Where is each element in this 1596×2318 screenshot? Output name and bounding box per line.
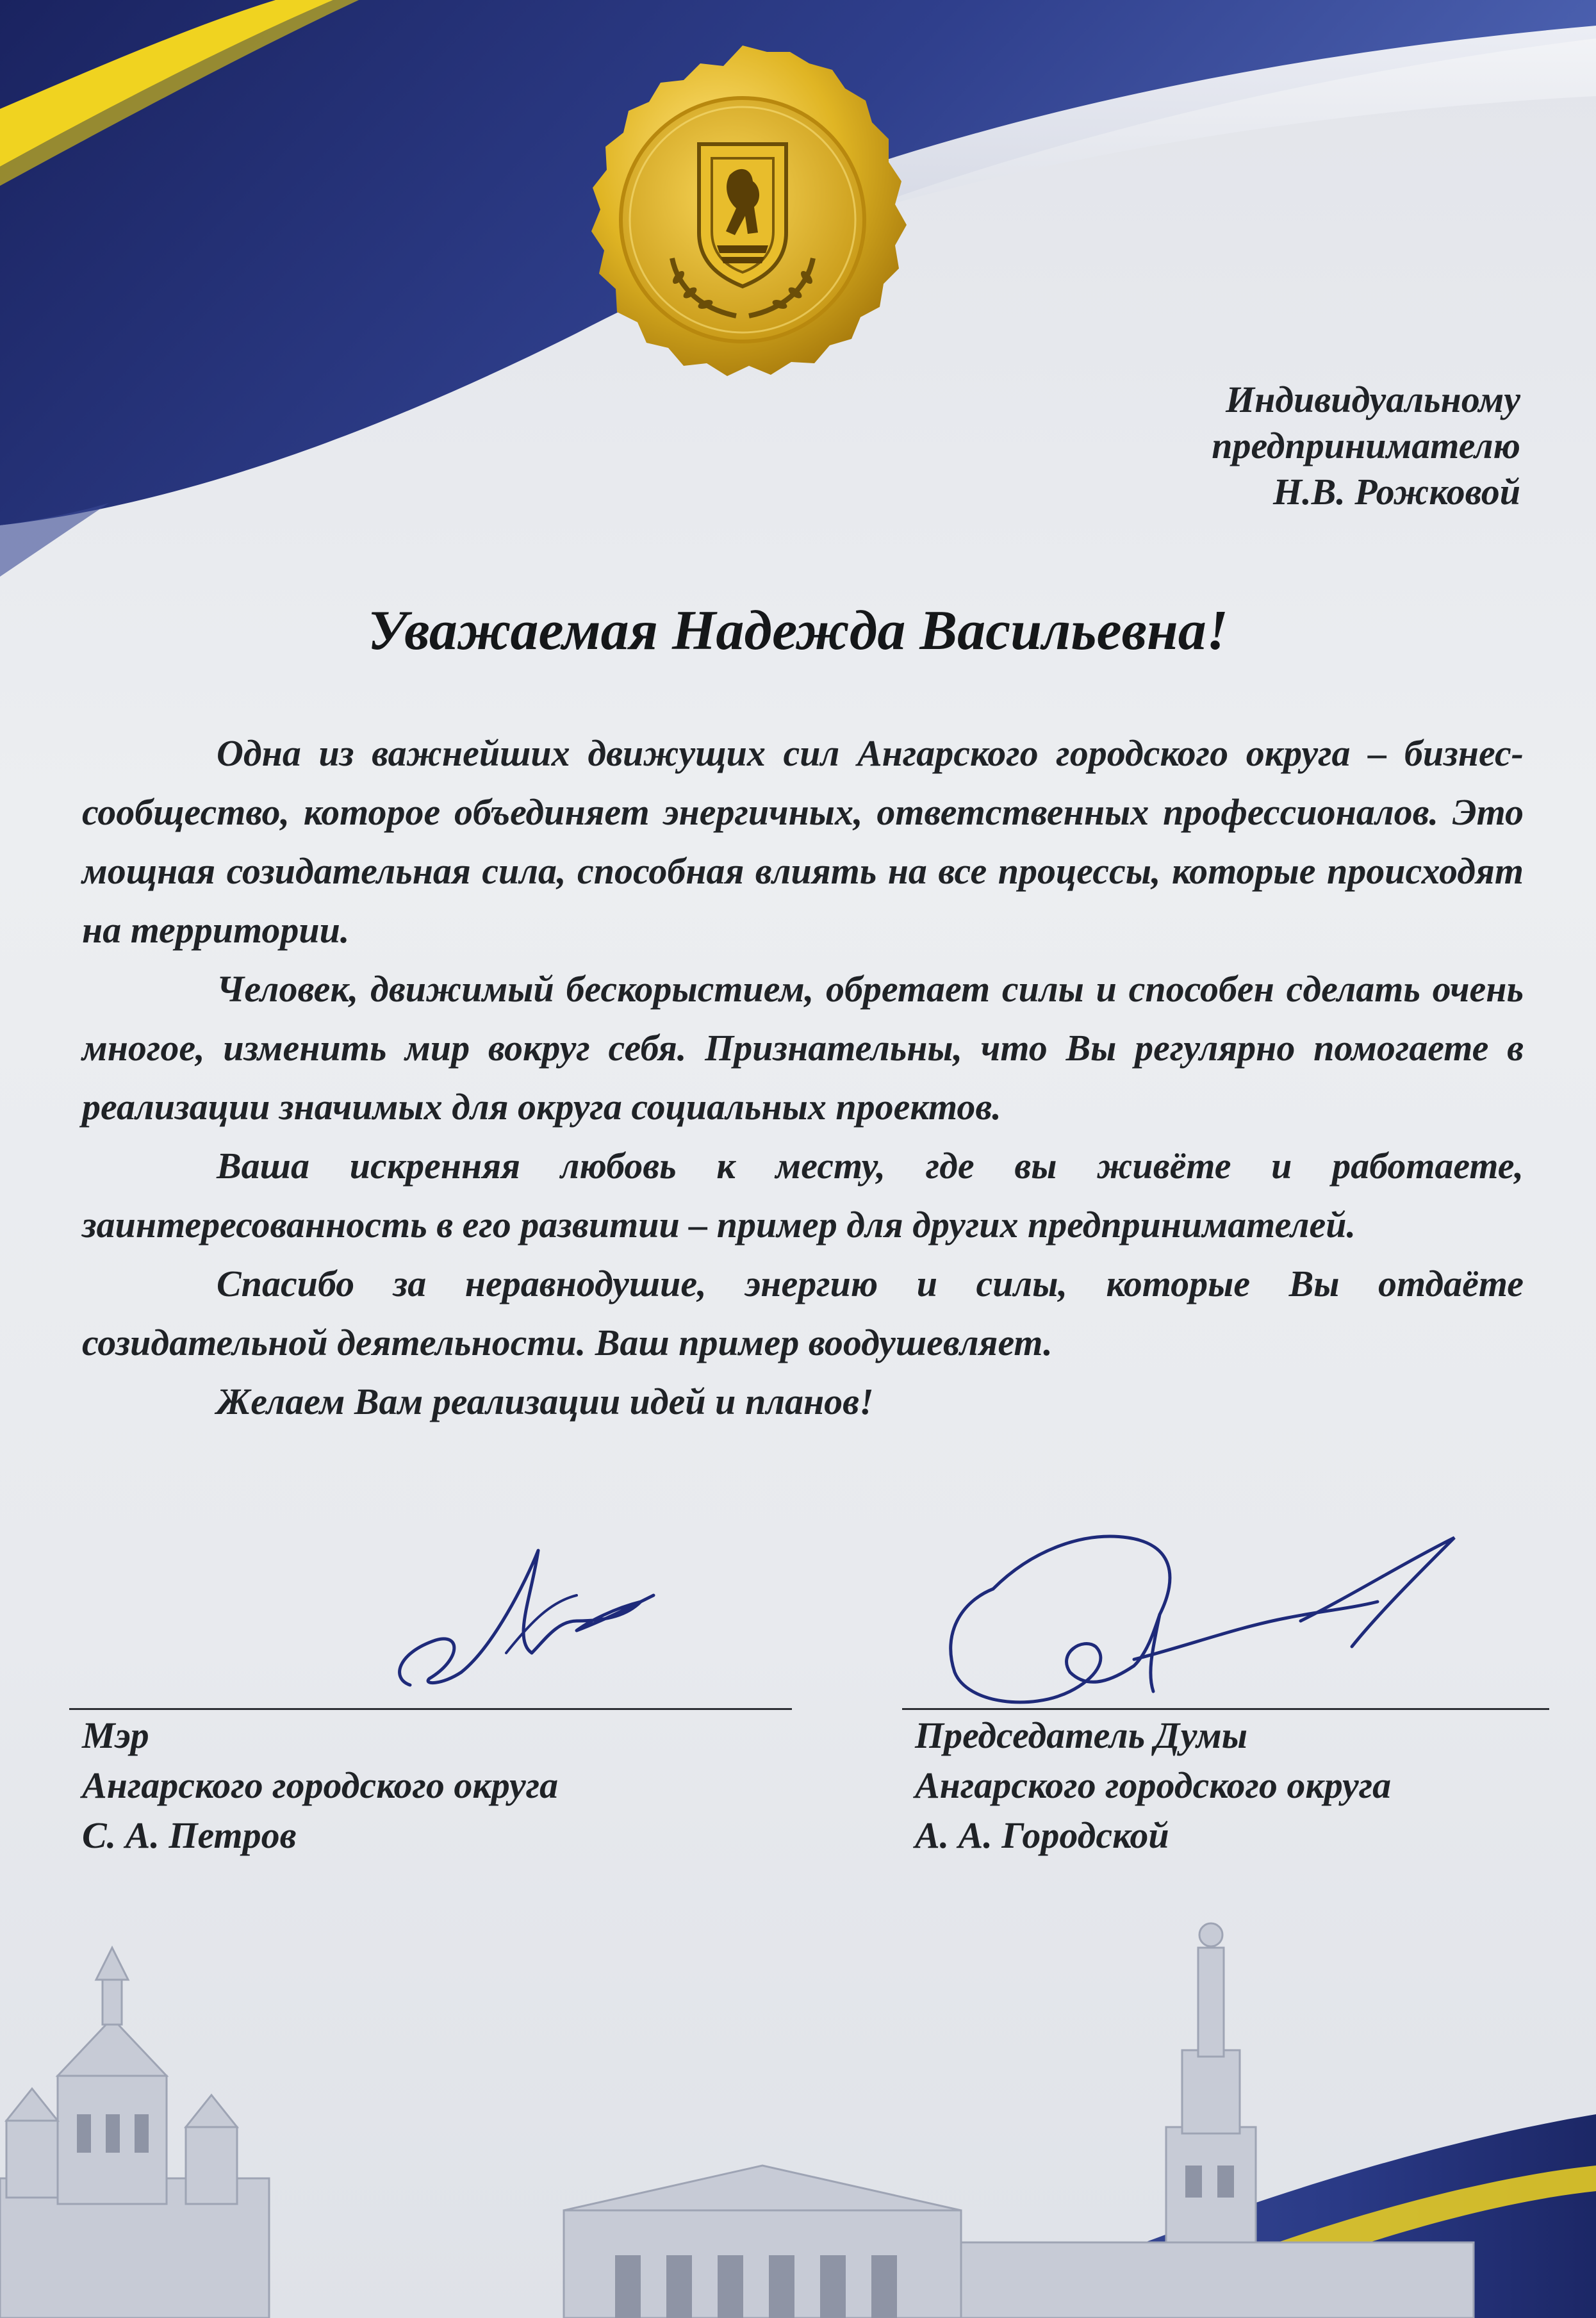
signer-title: Мэр: [82, 1714, 149, 1756]
signer-organization: Ангарского городского округа: [82, 1764, 559, 1806]
closing-wish: Желаем Вам реализации идей и планов!: [217, 1381, 874, 1422]
signer-title: Председатель Думы: [915, 1714, 1247, 1756]
recipient-line: предпринимателю: [1212, 425, 1520, 466]
body-paragraph: Спасибо за неравнодушие, энергию и силы, которые Вы отдаёте созидательной деятельности. Ваш пример воодушевляет.: [82, 1263, 1524, 1363]
body-paragraph: Ваша искренняя любовь к месту, где вы живёте и работаете, заинтересованность в его развитии – пример для других предпринимателей.: [82, 1145, 1524, 1245]
salutation-heading: Уважаемая Надежда Васильевна!: [368, 600, 1228, 662]
recipient-line: Индивидуальному: [1225, 379, 1520, 420]
signer-name: С. А. Петров: [82, 1814, 297, 1856]
city-skyline-illustration: [0, 1909, 1596, 2318]
signer-organization: Ангарского городского округа: [915, 1764, 1392, 1806]
signer-block-duma-chairman: [915, 1711, 1391, 1861]
duma-chairman-handwritten-signature: [903, 1499, 1480, 1730]
mayor-handwritten-signature: [384, 1525, 718, 1717]
letter-body: [82, 724, 1524, 1431]
signer-block-mayor: [82, 1711, 558, 1861]
gold-seal-emblem: [563, 40, 923, 400]
body-paragraph: Человек, движимый бескорыстием, обретает силы и способен сделать очень многое, изменить мир вокруг себя. Признательны, что Вы регулярно помогаете в реализации значимых для округа социальных проектов.: [82, 968, 1524, 1128]
signature-line: [902, 1708, 1549, 1710]
recipient-name: Н.В. Рожковой: [1272, 471, 1520, 513]
signer-name: А. А. Городской: [915, 1814, 1169, 1856]
signature-line: [69, 1708, 792, 1710]
recipient-address: [944, 377, 1520, 515]
body-paragraph: Одна из важнейших движущих сил Ангарского городского округа – бизнес-сообщество, которое объединяет энергичных, ответственных профессионалов. Это мощная созидательная сила, способная влиять на все процессы, которые происходят на территории.: [82, 732, 1524, 951]
